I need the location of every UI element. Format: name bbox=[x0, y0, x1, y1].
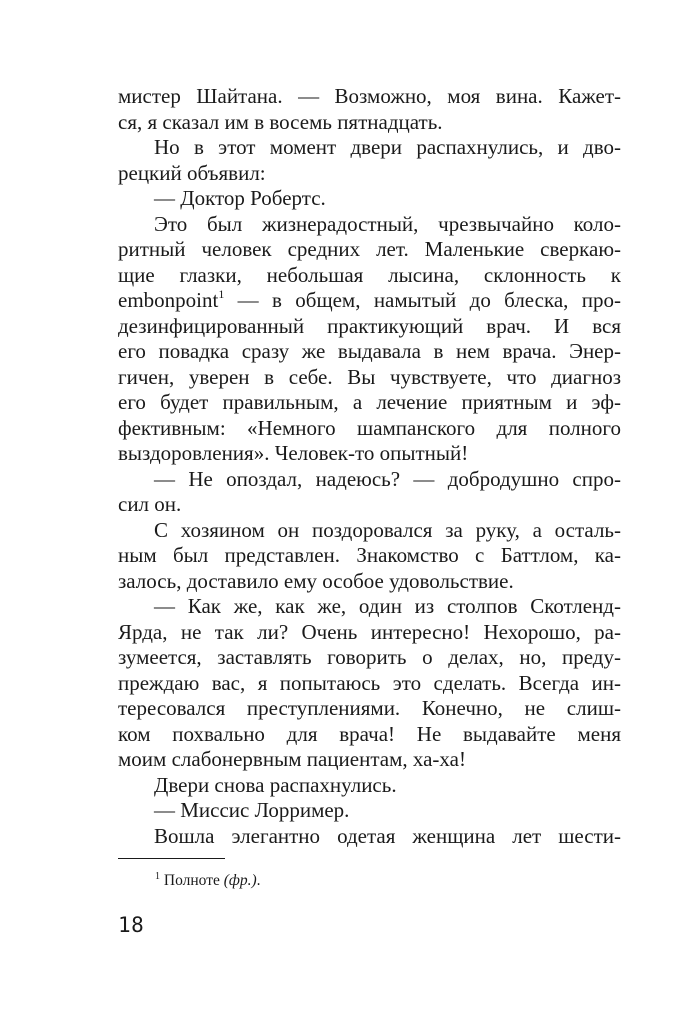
text-line: — Как же, как же, один из столпов Скотленд- bbox=[154, 594, 621, 618]
text-line: ся, я сказал им в восемь пятнадцать. bbox=[118, 109, 443, 134]
text-line: преждаю вас, я попытаюсь это сделать. Всегда ин- bbox=[118, 670, 621, 695]
footnote-number: 1 bbox=[155, 871, 160, 882]
text-line: тересовался преступлениями. Конечно, не слиш- bbox=[118, 696, 621, 720]
text-line: его повадка сразу же выдавала в нем врача. Энер- bbox=[118, 339, 621, 363]
text-line: ритный человек средних лет. Маленькие сверкаю- bbox=[118, 237, 621, 261]
footnote-end: . bbox=[256, 872, 261, 889]
text-line: щие глазки, небольшая лысина, склонность к bbox=[118, 262, 621, 287]
body-text bbox=[118, 84, 621, 849]
text-line: залось, доставило ему особое удовольствие. bbox=[118, 568, 514, 593]
text-line: Но в этот момент двери распахнулись, и дво- bbox=[154, 135, 621, 159]
text-line: Вошла элегантно одетая женщина лет шести- bbox=[154, 823, 621, 848]
text-line: — Не опоздал, надеюсь? — добродушно спро- bbox=[154, 466, 621, 491]
text-line: его будет правильным, а лечение приятным и эф- bbox=[118, 390, 621, 414]
text-line: выздоровления». Человек-то опытный! bbox=[118, 441, 469, 465]
text-line: Двери снова распахнулись. bbox=[154, 772, 397, 797]
text-line-rest: — в общем, намытый до блеска, про- bbox=[224, 288, 621, 312]
text-line: гичен, уверен в себе. Вы чувствуете, что диагноз bbox=[118, 364, 621, 389]
text-line: Это был жизнерадостный, чрезвычайно коло- bbox=[154, 211, 621, 236]
text-line: зумеется, заставлять говорить о делах, но, преду- bbox=[118, 645, 621, 669]
text-line: мистер Шайтана. — Возможно, моя вина. Кажет- bbox=[118, 84, 621, 108]
text-line: моим слабонервным пациентам, ха-ха! bbox=[118, 747, 466, 771]
footnote-divider bbox=[118, 858, 225, 859]
text-line: — Миссис Лорример. bbox=[154, 798, 350, 822]
footnote-language: (фр.) bbox=[223, 872, 257, 889]
text-line: рецкий объявил: bbox=[118, 160, 266, 185]
text-line: дезинфицированный практикующий врач. И вся bbox=[118, 313, 621, 338]
footnote bbox=[155, 872, 261, 890]
text-line: ным был представлен. Знакомство с Баттлом, ка- bbox=[118, 543, 621, 567]
text-line: фективным: «Немного шампанского для полного bbox=[118, 415, 621, 440]
text-line-footnote-ref bbox=[118, 288, 621, 314]
text-line: Ярда, не так ли? Очень интересно! Нехорошо, ра- bbox=[118, 619, 621, 644]
text-line: С хозяином он поздоровался за руку, а осталь- bbox=[154, 517, 621, 542]
footnote-text: Полноте bbox=[163, 872, 224, 889]
page-number: 18 bbox=[118, 913, 145, 937]
text-line: — Доктор Робертс. bbox=[154, 186, 326, 210]
footnote-marker: 1 bbox=[218, 287, 225, 301]
text-line: сил он. bbox=[118, 492, 182, 516]
footnoted-word: embonpoint bbox=[118, 288, 219, 312]
text-line: ком похвально для врача! Не выдавайте меня bbox=[118, 721, 621, 746]
